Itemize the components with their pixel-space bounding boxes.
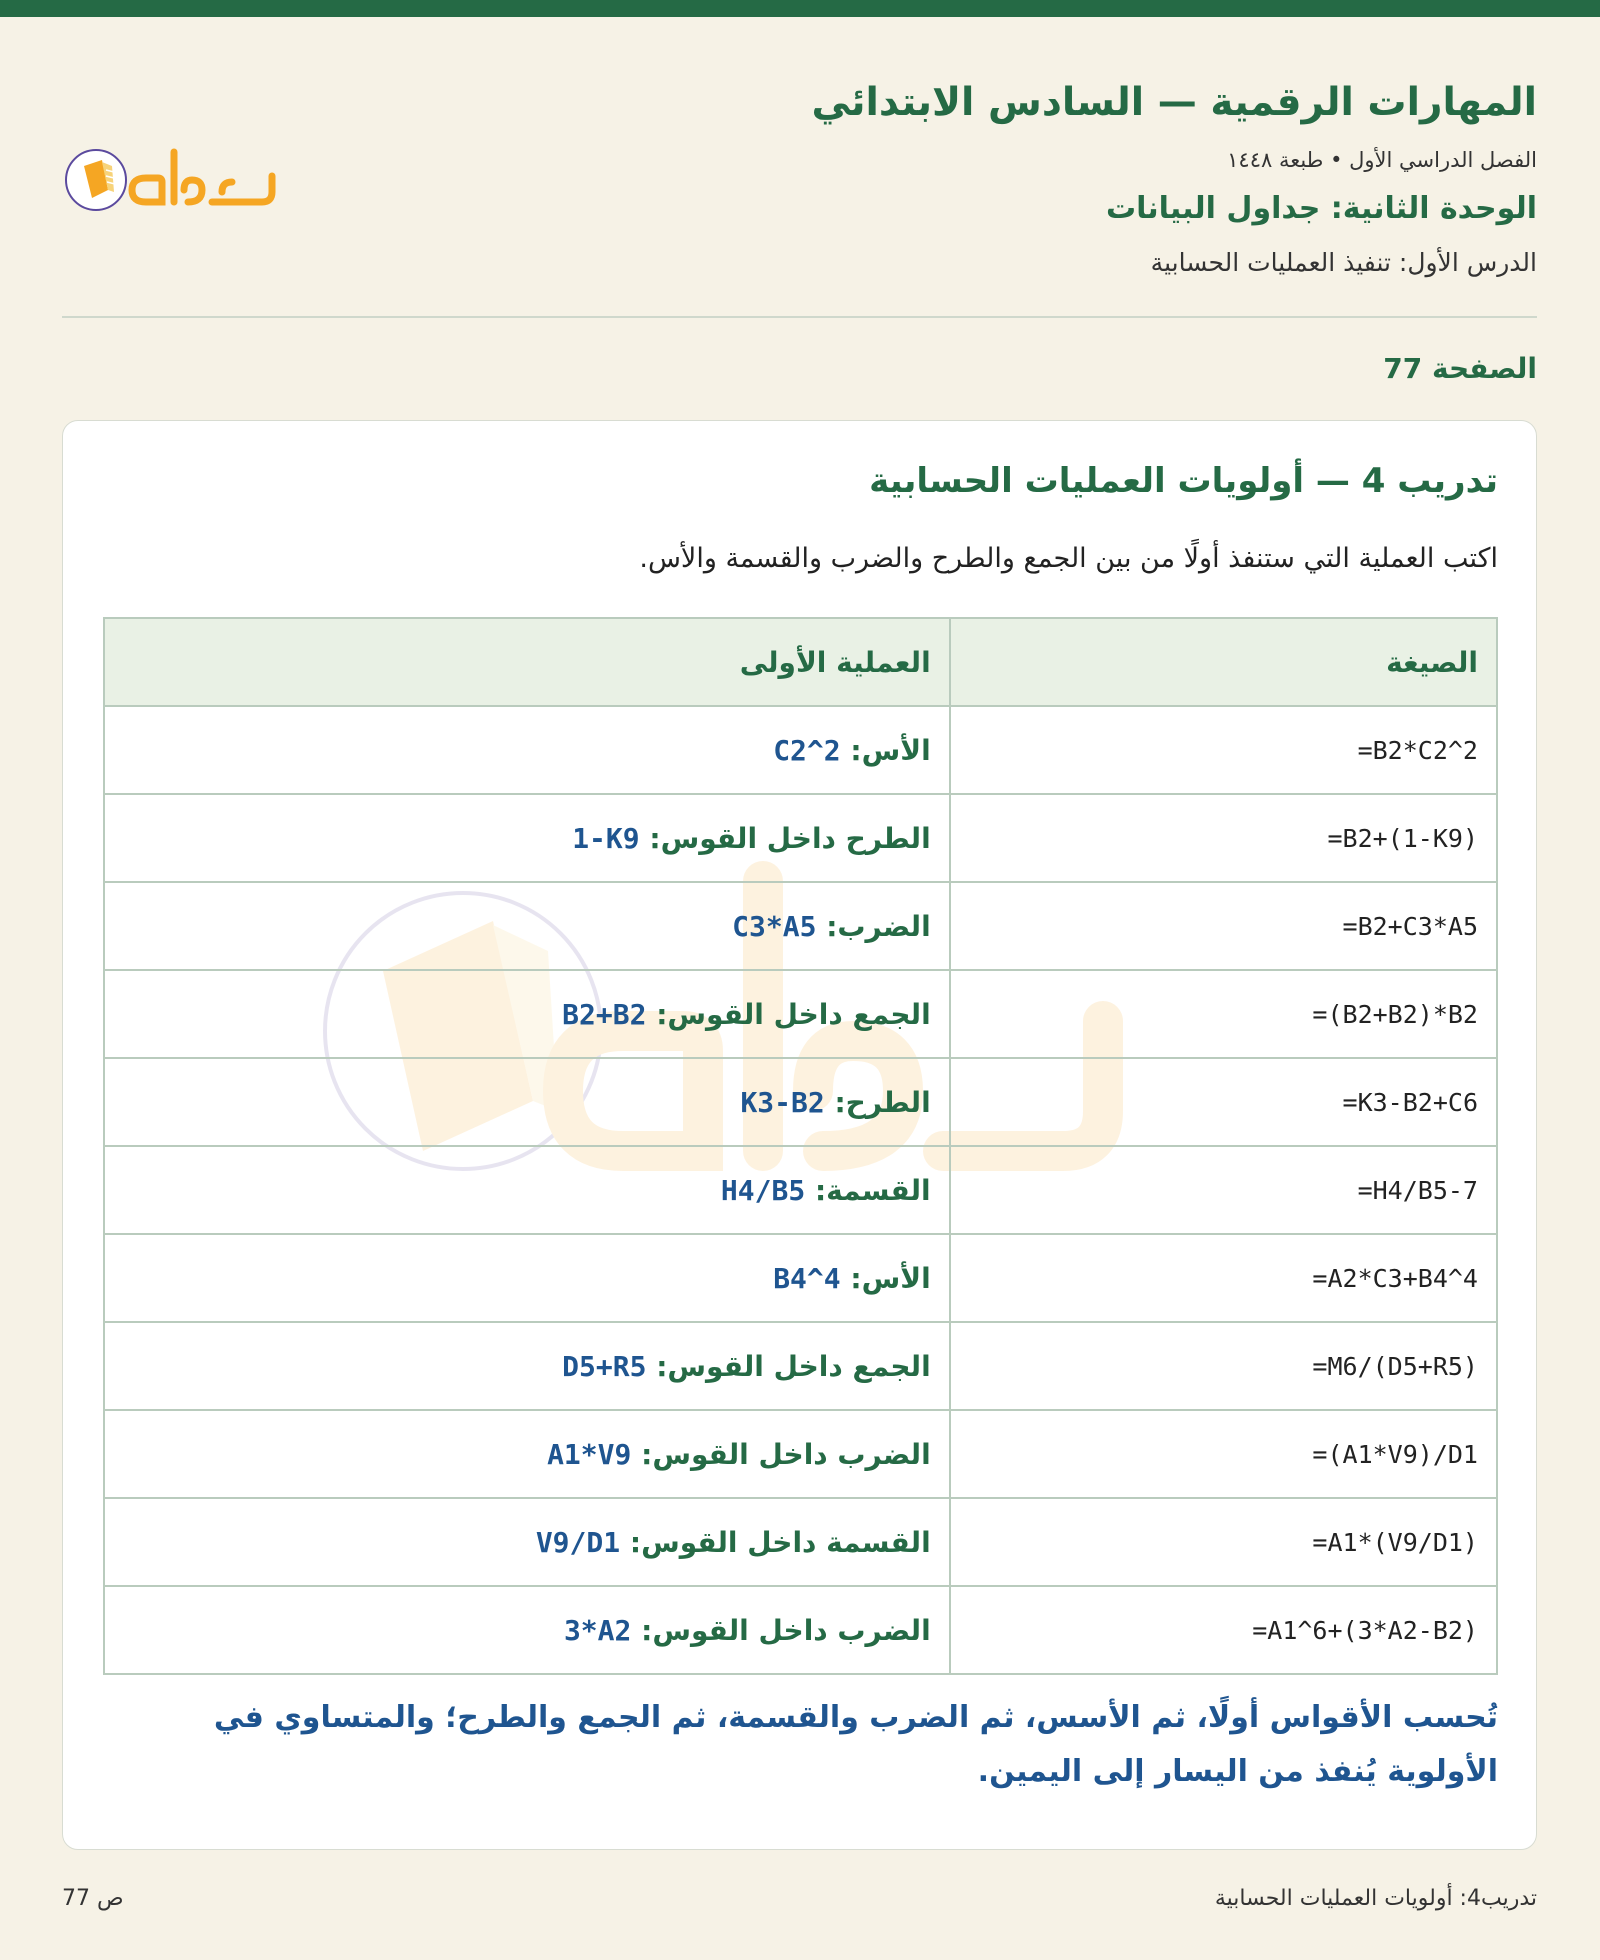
formula-cell xyxy=(950,970,1497,1058)
formula-text: =B2+(1-K9) xyxy=(1327,823,1478,853)
formula-cell xyxy=(950,1234,1497,1322)
formula-text: =K3-B2+C6 xyxy=(1342,1087,1478,1117)
table-header-row xyxy=(104,618,1497,706)
unit-title: الوحدة الثانية: جداول البيانات xyxy=(1105,191,1537,226)
op-label: القسمة: xyxy=(814,1173,931,1207)
page-header xyxy=(62,70,1537,320)
table-row xyxy=(104,794,1497,882)
table-row xyxy=(104,1410,1497,1498)
column-header-first-op: العملية الأولى xyxy=(104,618,950,706)
formula-text: =(A1*V9)/D1 xyxy=(1312,1439,1478,1469)
op-label: الجمع داخل القوس: xyxy=(656,997,931,1031)
op-label: الأس: xyxy=(850,1261,931,1295)
page-number-label: الصفحة 77 xyxy=(1383,352,1537,385)
first-op-cell xyxy=(104,1146,950,1234)
operations-table xyxy=(103,617,1498,1675)
op-label: الطرح: xyxy=(834,1085,931,1119)
term-edition: الفصل الدراسي الأول • طبعة ١٤٤٨ xyxy=(1227,148,1537,172)
book-title: المهارات الرقمية — السادس الابتدائي xyxy=(811,80,1537,125)
exercise-instruction: اكتب العملية التي ستنفذ أولًا من بين الجمع والطرح والضرب والقسمة والأس. xyxy=(639,543,1498,574)
table-row xyxy=(104,706,1497,794)
op-label: الأس: xyxy=(850,733,931,767)
op-expression: D5+R5 xyxy=(562,1349,647,1383)
column-header-formula: الصيغة xyxy=(950,618,1497,706)
footer-page-number: ص 77 xyxy=(62,1886,124,1911)
op-label: الضرب داخل القوس: xyxy=(641,1613,931,1647)
first-op-cell xyxy=(104,1322,950,1410)
top-accent-bar xyxy=(0,0,1600,17)
table-row xyxy=(104,970,1497,1058)
op-expression: A1*V9 xyxy=(547,1437,632,1471)
first-op-cell xyxy=(104,1234,950,1322)
lesson-title: الدرس الأول: تنفيذ العمليات الحسابية xyxy=(1150,248,1537,277)
exercise-card xyxy=(62,420,1537,1850)
first-op-cell xyxy=(104,970,950,1058)
formula-text: =A1*(V9/D1) xyxy=(1312,1527,1478,1557)
op-expression: C2^2 xyxy=(773,733,841,767)
formula-text: =A2*C3+B4^4 xyxy=(1312,1263,1478,1293)
header-text xyxy=(437,70,1537,288)
table-row xyxy=(104,1146,1497,1234)
formula-text: =A1^6+(3*A2-B2) xyxy=(1252,1615,1478,1645)
formula-cell xyxy=(950,882,1497,970)
formula-text: =B2*C2^2 xyxy=(1357,735,1478,765)
first-op-cell xyxy=(104,1058,950,1146)
first-op-cell xyxy=(104,706,950,794)
formula-cell xyxy=(950,1410,1497,1498)
formula-text: =M6/(D5+R5) xyxy=(1312,1351,1478,1381)
first-op-cell xyxy=(104,1410,950,1498)
exercise-title: تدريب 4 — أولويات العمليات الحسابية xyxy=(869,461,1498,501)
footer-exercise-title: تدريب4: أولويات العمليات الحسابية xyxy=(1214,1886,1537,1911)
op-expression: V9/D1 xyxy=(535,1525,621,1559)
op-expression: 3*A2 xyxy=(563,1613,632,1647)
table-body xyxy=(104,706,1497,1674)
priority-note: تُحسب الأقواس أولًا، ثم الأسس، ثم الضرب والقسمة، ثم الجمع والطرح؛ والمتساوي في الأولوية يُنفذ من اليسار إلى اليمين. xyxy=(213,1700,1498,1789)
op-expression: H4/B5 xyxy=(720,1173,806,1207)
formula-cell xyxy=(950,1498,1497,1586)
op-label: الجمع داخل القوس: xyxy=(656,1349,931,1383)
op-expression: K3-B2 xyxy=(740,1085,825,1119)
table-row xyxy=(104,1058,1497,1146)
formula-text: =H4/B5-7 xyxy=(1357,1175,1478,1205)
op-expression: B2+B2 xyxy=(562,997,647,1031)
formula-cell xyxy=(950,1586,1497,1674)
first-op-cell xyxy=(104,882,950,970)
first-op-cell xyxy=(104,1498,950,1586)
first-op-cell xyxy=(104,1586,950,1674)
op-expression: B4^4 xyxy=(773,1261,841,1295)
op-expression: 1-K9 xyxy=(572,821,640,855)
formula-text: =(B2+B2)*B2 xyxy=(1312,999,1478,1029)
table-row xyxy=(104,882,1497,970)
op-expression: C3*A5 xyxy=(732,909,817,943)
first-op-cell xyxy=(104,794,950,882)
table-row xyxy=(104,1234,1497,1322)
op-label: الضرب: xyxy=(826,909,931,943)
table-row xyxy=(104,1322,1497,1410)
op-label: الطرح داخل القوس: xyxy=(649,821,931,855)
op-label: القسمة داخل القوس: xyxy=(629,1525,931,1559)
formula-cell xyxy=(950,1058,1497,1146)
formula-cell xyxy=(950,706,1497,794)
formula-cell xyxy=(950,1322,1497,1410)
hulul-logo-icon xyxy=(62,132,282,232)
op-label: الضرب داخل القوس: xyxy=(641,1437,931,1471)
table-row xyxy=(104,1586,1497,1674)
formula-cell xyxy=(950,794,1497,882)
table-row xyxy=(104,1498,1497,1586)
formula-text: =B2+C3*A5 xyxy=(1342,911,1478,941)
header-divider xyxy=(62,316,1537,318)
formula-cell xyxy=(950,1146,1497,1234)
